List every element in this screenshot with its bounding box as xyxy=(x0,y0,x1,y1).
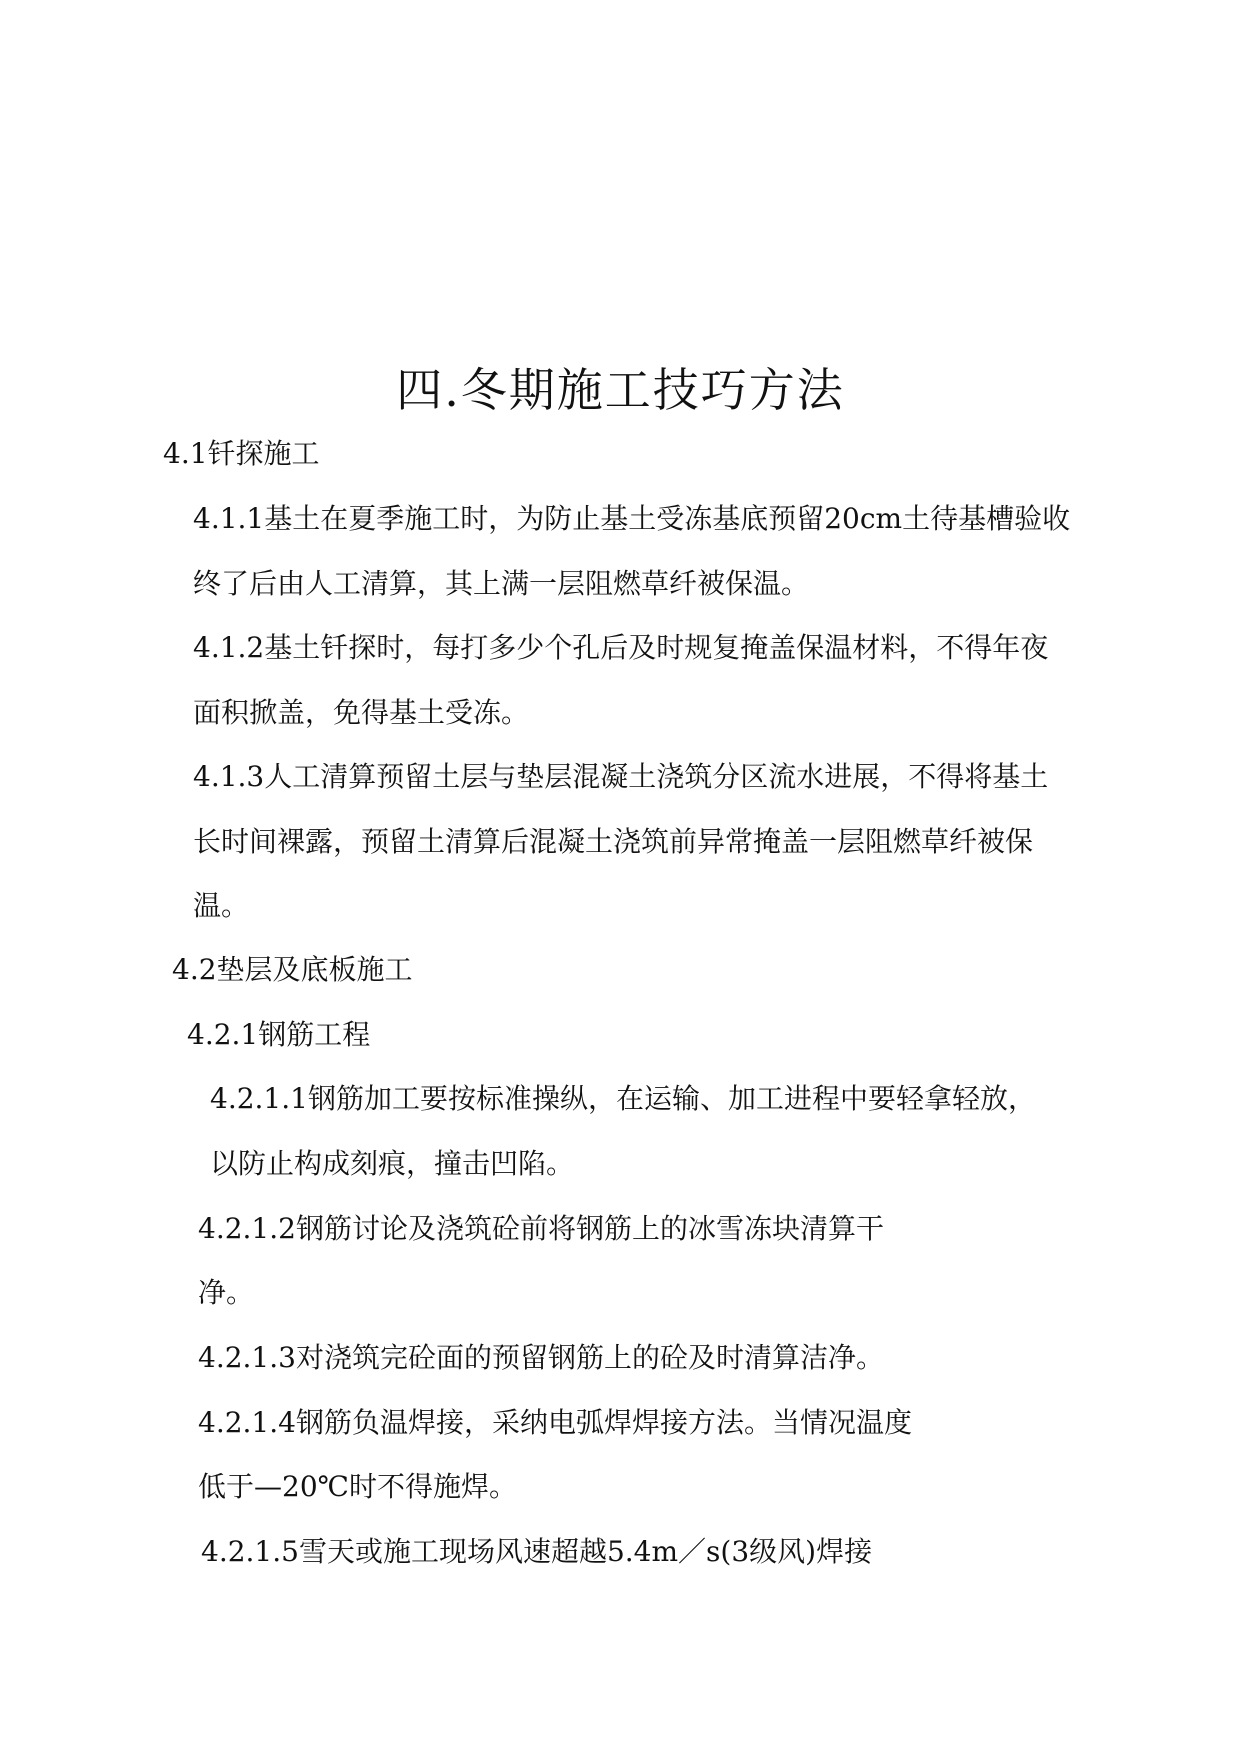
subsection-heading-4-2-1: 4.2.1钢筋工程 xyxy=(187,1018,371,1051)
paragraph-4-2-1-3: 4.2.1.3对浇筑完砼面的预留钢筋上的砼及时清算洁净。 xyxy=(198,1341,884,1374)
section-heading-4-2: 4.2垫层及底板施工 xyxy=(172,953,413,986)
paragraph-4-2-1-5-line-1: 4.2.1.5雪天或施工现场风速超越5.4m／s(3级风)焊接 xyxy=(201,1535,873,1568)
page-title: 四.冬期施工技巧方法 xyxy=(396,363,845,417)
paragraph-4-2-1-4-line-1: 4.2.1.4钢筋负温焊接，采纳电弧焊焊接方法。当情况温度 xyxy=(198,1406,912,1439)
paragraph-4-1-3-line-1: 4.1.3人工清算预留土层与垫层混凝土浇筑分区流水进展，不得将基土 xyxy=(193,760,1049,793)
paragraph-4-1-3-line-3: 温。 xyxy=(193,889,250,922)
paragraph-4-1-1-line-1: 4.1.1基土在夏季施工时，为防止基土受冻基底预留20cm土待基槽验收 xyxy=(193,502,1071,535)
section-heading-4-1: 4.1钎探施工 xyxy=(163,437,320,470)
paragraph-4-2-1-2-line-2: 净。 xyxy=(198,1276,255,1309)
paragraph-4-1-3-line-2: 长时间裸露，预留土清算后混凝土浇筑前异常掩盖一层阻燃草纤被保 xyxy=(193,825,1034,858)
paragraph-4-1-2-line-1: 4.1.2基土钎探时，每打多少个孔后及时规复掩盖保温材料，不得年夜 xyxy=(193,631,1049,664)
paragraph-4-1-2-line-2: 面积掀盖，免得基土受冻。 xyxy=(193,696,530,729)
paragraph-4-2-1-1-line-1: 4.2.1.1钢筋加工要按标准操纵，在运输、加工进程中要轻拿轻放， xyxy=(210,1082,1036,1115)
paragraph-4-2-1-4-line-2: 低于—20℃时不得施焊。 xyxy=(198,1470,517,1503)
paragraph-4-2-1-2-line-1: 4.2.1.2钢筋讨论及浇筑砼前将钢筋上的冰雪冻块清算干 xyxy=(198,1212,884,1245)
paragraph-4-2-1-1-line-2: 以防止构成刻痕，撞击凹陷。 xyxy=(210,1147,575,1180)
paragraph-4-1-1-line-2: 终了后由人工清算，其上满一层阻燃草纤被保温。 xyxy=(193,567,810,600)
